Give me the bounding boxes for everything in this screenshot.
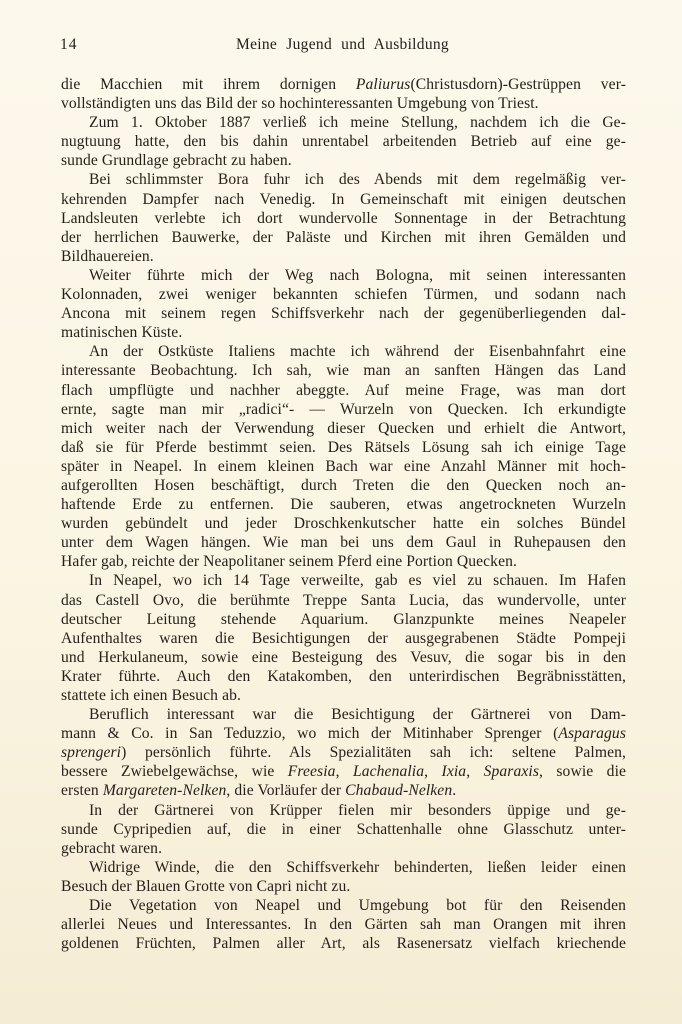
text-line [61, 361, 626, 380]
text-run: Zum 1. Oktober 1887 verließ ich meine Stellung, nachdem ich die Ge- [89, 114, 626, 132]
text-run: Die Vegetation von Neapel und Umgebung bot für den Reisenden [89, 897, 626, 915]
text-line [61, 533, 626, 552]
text-line [61, 323, 626, 342]
text-block [61, 75, 626, 953]
text-run: , [424, 763, 442, 781]
text-run: flach umpflügte und nachher abeggte. Auf meine Frage, was man dort [61, 381, 626, 399]
italic-text-run: Freesia [287, 763, 336, 781]
text-line [61, 629, 626, 648]
text-run: ernte, sagte man mir „radici“- — Wurzeln von Quecken. Ich erkundigte [61, 400, 626, 418]
text-run: das Castell Ovo, die berühmte Treppe Santa Lucia, das wundervolle, unter [61, 591, 626, 609]
text-line [61, 552, 626, 571]
text-run: ) persönlich führte. Als Spezialitäten sah ich: seltene Palmen, [121, 744, 626, 762]
italic-text-run: Lachenalia [352, 763, 425, 781]
text-line [61, 781, 626, 800]
running-header: Meine Jugend und Ausbildung [236, 36, 449, 53]
text-line [61, 457, 626, 476]
text-run: mich weiter nach der Verwendung dieser Quecken und erhielt die Antwort, [61, 419, 626, 437]
paragraph [61, 266, 626, 342]
text-line [61, 342, 626, 361]
text-run: sunde Grundlage gebracht zu haben. [61, 152, 292, 170]
text-line [61, 648, 626, 667]
italic-text-run: Sparaxis [483, 763, 539, 781]
text-line [61, 247, 626, 266]
text-run: allerlei Neues und Interessantes. In den Gärten sah man Orangen mit ihren [61, 916, 626, 934]
italic-text-run: Ixia [441, 763, 467, 781]
paragraph [61, 113, 626, 170]
paragraph [61, 75, 626, 113]
text-line [61, 915, 626, 934]
text-run: gebracht waren. [61, 839, 163, 857]
text-run: bessere Zwiebelgewächse, wie [61, 763, 288, 781]
text-line [61, 381, 626, 400]
text-run: Besuch der Blauen Grotte von Capri nicht zu. [61, 877, 351, 895]
text-line [61, 877, 626, 896]
text-run: In der Gärtnerei von Krüpper fielen mir besonders üppige und ge- [89, 801, 626, 819]
text-line [61, 476, 626, 495]
italic-text-run: sprengeri [61, 744, 122, 762]
text-line [61, 266, 626, 285]
text-run: die Macchien mit ihrem dornigen [61, 76, 356, 93]
text-run: , [466, 763, 484, 781]
text-run: der herrlichen Bauwerke, der Paläste und Kirchen mit ihren Gemälden und [61, 228, 626, 246]
text-run: Hafer gab, reichte der Neapolitaner seinem Pferd eine Portion Quecken. [61, 553, 517, 571]
text-line [61, 190, 626, 209]
text-run: ersten [61, 782, 103, 800]
paragraph [61, 170, 626, 265]
text-run: vollständigten uns das Bild der so hochinteressanten Umgebung von Triest. [61, 95, 539, 113]
text-line [61, 419, 626, 438]
text-run: Ancona mit seinem regen Schiffsverkehr nach der gegenüberliegenden dal- [61, 305, 626, 323]
text-line [61, 228, 626, 247]
text-line [61, 934, 626, 953]
text-run: Kolonnaden, zwei weniger bekannten schiefen Türmen, und sodann nach [61, 286, 626, 304]
text-run: In Neapel, wo ich 14 Tage verweilte, gab es viel zu schauen. Im Hafen [89, 572, 626, 590]
paragraph [61, 705, 626, 800]
text-line [61, 896, 626, 915]
text-run: deutscher Leitung stehende Aquarium. Glanzpunkte meines Neapeler [61, 610, 626, 628]
text-run: Krater führte. Auch den Katakomben, den unterirdischen Begräbnisstätten, [61, 667, 626, 685]
text-line [61, 762, 626, 781]
text-run: Landsleuten verlebte ich dort wundervolle Sonnentage in der Betrachtung [61, 209, 626, 227]
text-line [61, 571, 626, 590]
text-line [61, 686, 626, 705]
text-run: Widrige Winde, die den Schiffsverkehr behinderten, ließen leider einen [89, 858, 626, 876]
page-number: 14 [60, 36, 78, 53]
text-line [61, 170, 626, 189]
text-run: aufgerollten Hosen beschäftigt, durch Treten die den Quecken noch an- [61, 476, 626, 494]
text-line [61, 285, 626, 304]
italic-text-run: Chabaud-Nelken [345, 782, 453, 800]
paragraph [61, 571, 626, 705]
text-line [61, 209, 626, 228]
text-run: interessante Beobachtung. Ich sah, wie man an sanften Hängen das Land [61, 362, 626, 380]
text-run: unter dem Wagen hängen. Wie man bei uns dem Gaul in Ruhepausen den [61, 534, 626, 552]
paragraph [61, 858, 626, 896]
text-line [61, 591, 626, 610]
text-run: Bildhauereien. [61, 247, 154, 265]
text-run: goldenen Früchten, Palmen aller Art, als Rasenersatz vielfach kriechende [61, 935, 626, 953]
text-run: Weiter führte mich der Weg nach Bologna, mit seinen interessanten [89, 266, 626, 284]
text-line [61, 495, 626, 514]
text-line [61, 304, 626, 323]
text-line [61, 75, 626, 94]
text-line [61, 743, 626, 762]
page-header [60, 36, 625, 58]
text-line [61, 151, 626, 170]
text-run: . [452, 782, 457, 800]
italic-text-run: Asparagus [558, 725, 626, 743]
italic-text-run: Margareten-Nelken [102, 782, 227, 800]
text-run: An der Ostküste Italiens machte ich während der Eisenbahnfahrt eine [89, 343, 626, 361]
text-run: matinischen Küste. [61, 324, 183, 342]
text-run: mann & Co. in San Teduzzio, wo mich der Mitinhaber Sprenger ( [61, 725, 559, 743]
text-line [61, 514, 626, 533]
paragraph [61, 801, 626, 858]
text-line [61, 839, 626, 858]
text-run: kehrenden Dampfer nach Venedig. In Gemeinschaft mit einigen deutschen [61, 190, 626, 208]
text-run: später in Neapel. In einem kleinen Bach war eine Anzahl Männer mit hoch- [61, 457, 626, 475]
text-line [61, 113, 626, 132]
text-line [61, 400, 626, 419]
text-line [61, 820, 626, 839]
text-line [61, 132, 626, 151]
text-run: sunde Cypripedien auf, die in einer Schattenhalle ohne Glasschutz unter- [61, 820, 626, 838]
text-run: daß sie für Pferde bestimmt seien. Des Rätsels Lösung sah ich einige Tage [61, 438, 626, 456]
paragraph [61, 342, 626, 571]
text-run: nugtuung hatte, den bis dahin unrentabel arbeitenden Betrieb auf eine ge- [61, 133, 626, 151]
text-run: (Christusdorn)-Gestrüppen ver- [410, 76, 626, 93]
text-run: Beruflich interessant war die Besichtigung der Gärtnerei von Dam- [89, 706, 626, 724]
text-line [61, 801, 626, 820]
text-line [61, 610, 626, 629]
text-line [61, 94, 626, 113]
text-run: Bei schlimmster Bora fuhr ich des Abends mit dem regelmäßig ver- [89, 171, 626, 189]
text-run: haftende Erde zu entfernen. Die sauberen, etwas angetrockneten Wurzeln [61, 496, 626, 514]
text-run: und Herkulaneum, sowie eine Besteigung des Vesuv, die sogar bis in den [61, 648, 626, 666]
text-run: Aufenthaltes waren die Besichtigungen der ausgegrabenen Städte Pompeji [61, 629, 626, 647]
text-run: , [335, 763, 353, 781]
paragraph [61, 896, 626, 953]
text-line [61, 724, 626, 743]
italic-text-run: Paliurus [355, 76, 411, 93]
text-line [61, 705, 626, 724]
text-run: wurden gebündelt und jeder Droschkenkutscher hatte ein solches Bündel [61, 515, 626, 533]
text-line [61, 667, 626, 686]
text-run: stattete ich einen Besuch ab. [61, 687, 241, 704]
text-line [61, 438, 626, 457]
text-run: , die Vorläufer der [226, 782, 346, 800]
text-run: , sowie die [539, 763, 627, 781]
text-line [61, 858, 626, 877]
